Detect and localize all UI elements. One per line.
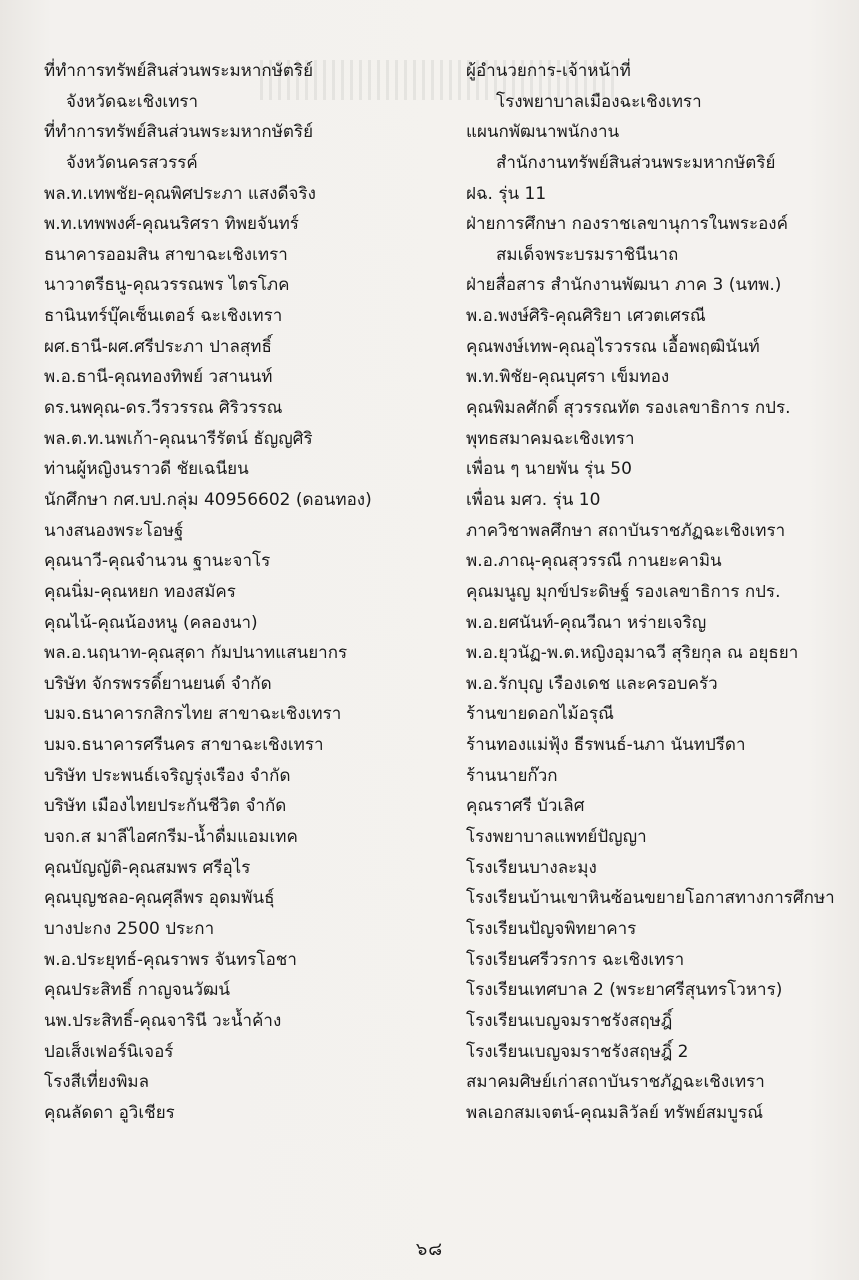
right-column-entry: โรงพยาบาลแพทย์ปัญญา (466, 827, 647, 848)
right-column-entry: ร้านนายก๊วก (466, 765, 558, 786)
right-column-entry: ผู้อำนวยการ-เจ้าหน้าที่ (466, 61, 631, 81)
left-column-entry: ดร.นพคุณ-ดร.วีรวรรณ ศิริวรรณ (44, 398, 283, 419)
right-column-entry: สมเด็จพระบรมราชินีนาถ (496, 244, 679, 265)
left-column-entry: บริษัท ประพนธ์เจริญรุ่งเรือง จำกัด (44, 765, 291, 786)
left-column-entry: คุณบุญชลอ-คุณศุลีพร อุดมพันธุ์ (44, 888, 275, 909)
right-column-entry: โรงเรียนศรีวรการ ฉะเชิงเทรา (466, 949, 685, 970)
left-column-entry: พล.ท.เทพชัย-คุณพิศประภา แสงดีจริง (44, 183, 316, 204)
right-column-entry: ฝ่ายการศึกษา กองราชเลขานุการในพระองค์ (466, 214, 788, 235)
right-column-entry: ร้านขายดอกไม้อรุณี (466, 704, 614, 725)
right-column-entry: ภาควิชาพลศึกษา สถาบันราชภัฏฉะเชิงเทรา (466, 520, 786, 541)
right-column-entry: สมาคมศิษย์เก่าสถาบันราชภัฏฉะเชิงเทรา (466, 1072, 765, 1093)
left-column-entry: พล.อ.นฤนาท-คุณสุดา กัมปนาทแสนยากร (44, 643, 348, 664)
right-column-entry: โรงเรียนปัญจพิทยาคาร (466, 918, 637, 939)
right-column-entry: คุณราศรี บัวเลิศ (466, 796, 585, 817)
left-column-entry: ท่านผู้หญิงนราวดี ชัยเฉนียน (44, 459, 249, 480)
left-column-entry: คุณไน้-คุณน้องหนู (คลองนา) (44, 612, 258, 633)
page-number: ๖๘ (415, 1239, 444, 1260)
left-column-entry: ธานินทร์บุ๊คเซ็นเตอร์ ฉะเชิงเทรา (44, 306, 283, 327)
left-column-entry: โรงสีเที่ยงพิมล (44, 1072, 150, 1093)
right-column-entry: ฝฉ. รุ่น 11 (466, 183, 547, 204)
right-column-entry: สำนักงานทรัพย์สินส่วนพระมหากษัตริย์ (496, 152, 776, 173)
left-column-entry: นพ.ประสิทธิ์-คุณจารินี วะน้ำค้าง (44, 1010, 282, 1031)
left-column-entry: คุณนาวี-คุณจำนวน ฐานะจาโร (44, 551, 271, 572)
left-column-entry: ธนาคารออมสิน สาขาฉะเชิงเทรา (44, 244, 288, 265)
left-column-entry: นาวาตรีธนู-คุณวรรณพร ไตรโภค (44, 275, 290, 296)
left-column-entry: บริษัท จักรพรรดิ์ยานยนต์ จำกัด (44, 673, 272, 694)
right-column-entry: พ.อ.พงษ์ศิริ-คุณศิริยา เศวตเศรณี (466, 306, 706, 327)
left-column-entry: พ.ท.เทพพงศ์-คุณนริศรา ทิพยจันทร์ (44, 214, 299, 235)
right-column-entry: คุณพิมลศักดิ์ สุวรรณทัต รองเลขาธิการ กปร. (466, 398, 791, 419)
right-column-entry: โรงพยาบาลเมืองฉะเชิงเทรา (496, 91, 702, 112)
right-column-entry: เพื่อน ๆ นายพัน รุ่น 50 (466, 459, 632, 480)
right-column-entry: โรงเรียนบ้านเขาหินซ้อนขยายโอกาสทางการศึกษา (466, 888, 835, 909)
right-column-entry: เพื่อน มศว. รุ่น 10 (466, 489, 601, 510)
left-column-entry: พ.อ.ประยุทธ์-คุณราพร จันทรโอชา (44, 949, 297, 970)
left-column-entry: ปอเส็งเฟอร์นิเจอร์ (44, 1041, 174, 1062)
left-column-entry: พล.ต.ท.นพเก้า-คุณนารีรัตน์ ธัญญศิริ (44, 428, 313, 449)
left-column (44, 56, 444, 1128)
right-column (466, 56, 851, 1128)
right-column-entry: พ.อ.รักบุญ เรืองเดช และครอบครัว (466, 673, 718, 694)
right-column-entry: คุณพงษ์เทพ-คุณอุไรวรรณ เอื้อพฤฒินันท์ (466, 336, 760, 357)
right-column-entry: พ.ท.พิชัย-คุณบุศรา เข็มทอง (466, 367, 670, 388)
left-column-entry: จังหวัดนครสวรรค์ (66, 152, 198, 173)
right-column-entry: โรงเรียนเทศบาล 2 (พระยาศรีสุนทรโวหาร) (466, 980, 783, 1001)
right-column-entry: โรงเรียนเบญจมราชรังสฤษฎิ์ (466, 1010, 673, 1031)
left-column-entry: คุณลัดดา อูวิเชียร (44, 1102, 175, 1123)
left-column-entry: บจก.ส มาลีไอศกรีม-น้ำดื่มแอมเทค (44, 827, 298, 848)
left-column-entry: คุณบัญญัติ-คุณสมพร ศรีอุไร (44, 857, 251, 878)
right-column-entry: พลเอกสมเจตน์-คุณมลิวัลย์ ทรัพย์สมบูรณ์ (466, 1102, 763, 1123)
left-column-entry: บริษัท เมืองไทยประกันชีวิต จำกัด (44, 796, 287, 817)
left-column-entry: จังหวัดฉะเชิงเทรา (66, 91, 199, 112)
right-column-entry: พ.อ.ภาณุ-คุณสุวรรณี กานยะคามิน (466, 551, 722, 572)
left-column-entry: คุณประสิทธิ์ กาญจนวัฒน์ (44, 980, 230, 1001)
right-column-entry: ร้านทองแม่ฟุ้ง ธีรพนธ์-นภา นันทปรีดา (466, 735, 746, 756)
right-column-entry: คุณมนูญ มุกข์ประดิษฐ์ รองเลขาธิการ กปร. (466, 581, 781, 602)
right-column-entry: โรงเรียนบางละมุง (466, 857, 597, 878)
left-column-entry: ที่ทำการทรัพย์สินส่วนพระมหากษัตริย์ (44, 122, 314, 143)
left-column-entry: บมจ.ธนาคารกสิกรไทย สาขาฉะเชิงเทรา (44, 704, 342, 725)
left-column-entry: พ.อ.ธานี-คุณทองทิพย์ วสานนท์ (44, 367, 273, 388)
left-column-entry: ผศ.ธานี-ผศ.ศรีประภา ปาลสุทธิ์ (44, 336, 272, 357)
right-column-entry: พ.อ.ยศนันท์-คุณวีณา หร่ายเจริญ (466, 612, 707, 633)
right-column-entry: แผนกพัฒนาพนักงาน (466, 122, 620, 143)
left-column-entry: ที่ทำการทรัพย์สินส่วนพระมหากษัตริย์ (44, 61, 314, 81)
left-column-entry: คุณนิ่ม-คุณหยก ทองสมัคร (44, 581, 236, 602)
left-column-entry: บางปะกง 2500 ประกา (44, 918, 215, 939)
right-column-entry: พ.อ.ยุวนัฏ-พ.ต.หญิงอุมาฉวี สุริยกุล ณ อยุธยา (466, 643, 799, 664)
left-column-entry: บมจ.ธนาคารศรีนคร สาขาฉะเชิงเทรา (44, 735, 324, 756)
left-column-entry: นักศึกษา กศ.บป.กลุ่ม 40956602 (ดอนทอง) (44, 489, 372, 510)
left-column-entry: นางสนองพระโอษฐ์ (44, 520, 184, 541)
right-column-entry: ฝ่ายสื่อสาร สำนักงานพัฒนา ภาค 3 (นทพ.) (466, 275, 782, 296)
right-column-entry: พุทธสมาคมฉะเชิงเทรา (466, 428, 635, 449)
right-column-entry: โรงเรียนเบญจมราชรังสฤษฎิ์ 2 (466, 1041, 689, 1062)
